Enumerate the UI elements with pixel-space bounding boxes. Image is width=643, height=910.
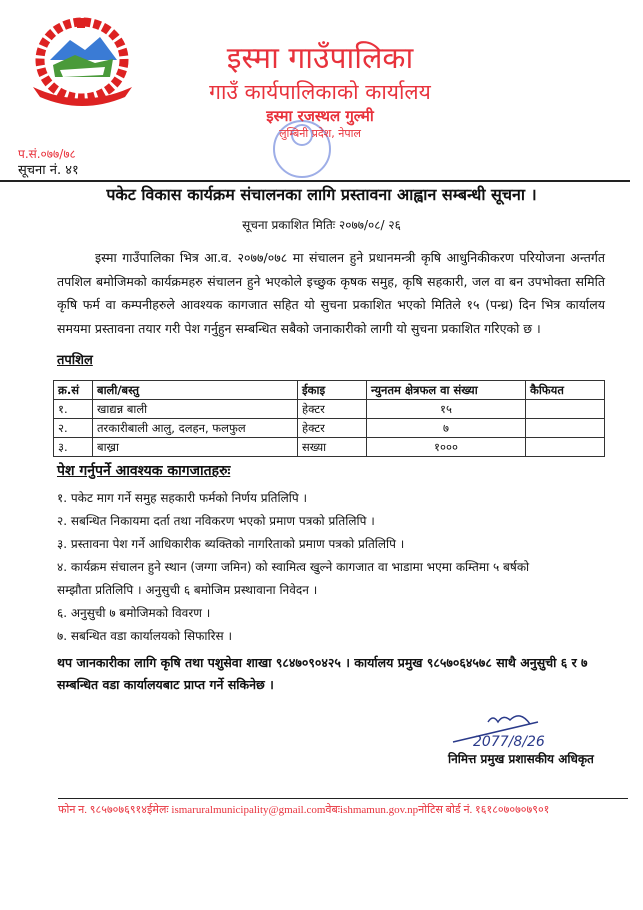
nepal-emblem-logo — [25, 15, 140, 110]
list-item: ६. अनुसुची ७ बमोजिमको विवरण । — [57, 606, 211, 620]
table-row — [54, 419, 605, 438]
footer-divider — [58, 798, 628, 799]
cell: हेक्टर — [298, 400, 367, 419]
cell: खाद्यन्न बाली — [93, 400, 298, 419]
cell: २. — [54, 419, 93, 438]
list-item: २. सबन्धित निकायमा दर्ता तथा नविकरण भएको प्रमाण पत्रको प्रतिलिपि । — [57, 514, 375, 528]
handwritten-signature — [448, 710, 598, 750]
table-row — [54, 438, 605, 457]
cell: तरकारीबाली आलु, दलहन, फलफुल — [93, 419, 298, 438]
column-header: ईकाइ — [298, 381, 367, 400]
cell: हेक्टर — [298, 419, 367, 438]
column-header: न्युनतम क्षेत्रफल वा संख्या — [367, 381, 526, 400]
footer-contact: फोन न. ९८५७०७६९१४ईमेलः ismaruralmunicipality@gmail.comवेबःishmamun.gov.npनोटिस बोर्ड नं. १६१८०७०७०७९०१ — [58, 804, 550, 816]
cell — [526, 400, 605, 419]
signature-block — [448, 710, 643, 768]
cell — [526, 438, 605, 457]
table-header-row — [54, 381, 605, 400]
table-row — [54, 400, 605, 419]
footer — [58, 768, 628, 818]
list-item: १. पकेट माग गर्ने समुह सहकारी फर्मको निर्णय प्रतिलिपि । — [57, 491, 308, 505]
province: लुम्बिनी प्रदेश, नेपाल — [279, 127, 361, 140]
more-info: थप जानकारीका लागि कृषि तथा पशुसेवा शाखा ९८४७०९०४२५ । कार्यालय प्रमुख ९८५७०६४५७८ साथै अनुसुची ६ र ७ सम्बन्धित वडा कार्यालयबाट प्राप्त गर्ने सकिनेछ । — [57, 655, 588, 692]
requirements-heading: पेश गर्नुपर्ने आवश्यक कागजातहरुः — [57, 463, 231, 479]
cell: ३. — [54, 438, 93, 457]
cell: १५ — [367, 400, 526, 419]
program-table — [53, 380, 605, 457]
office-address: इस्मा रजस्थल गुल्मी — [266, 107, 374, 125]
notice-content — [0, 184, 643, 828]
cell: १००० — [367, 438, 526, 457]
header-divider — [0, 180, 630, 182]
svg-text:2077/8/26: 2077/8/26 — [473, 734, 545, 750]
letterhead — [150, 40, 490, 142]
publish-date: सूचना प्रकाशित मितिः २०७७/०८/ २६ — [242, 218, 401, 232]
column-header: बाली/बस्तु — [93, 381, 298, 400]
notice-title: पकेट विकास कार्यक्रम संचालनका लागि प्रस्तावना आह्वान सम्बन्धी सूचना । — [106, 185, 537, 204]
list-item: ४. कार्यक्रम संचालन हुने स्थान (जग्गा जमिन) को स्वामित्व खुल्ने कागजात वा भाडामा भएमा कम्तिमा ५ बर्षको — [57, 560, 530, 574]
list-item: ७. सबन्धित वडा कार्यालयको सिफारिस । — [57, 629, 233, 643]
municipality-name: इस्मा गाउँपालिका — [226, 41, 414, 76]
reference-number: प.सं.०७७/७८ — [18, 147, 76, 161]
cell — [526, 419, 605, 438]
notice-body: इस्मा गाउँपालिका भित्र आ.व. २०७७/०७८ मा संचालन हुने प्रधानमन्त्री कृषि आधुनिकीकरण परियोजना अन्तर्गत तपशिल बमोजिमको कार्यक्रमहरु संचालन हुने भएकोले इच्छुक कृषक समुह, कृषि सहकारी, जल वा बन उपभोक्ता समिति कृषि फर्म वा कम्पनीहरुले आवश्यक कागजात सहित यो सुचना प्रकाशित भएको मितिले १५ (पन्ध्र) दिन भित्र कार्यालय समयमा प्रस्तावना तयार गरी पेश गर्नुहुन सम्बन्धित सबैको जनाकारीको लागी यो सुचना प्रकाशित गरिएको छ । — [57, 250, 605, 336]
cell: सख्या — [298, 438, 367, 457]
cell: ७ — [367, 419, 526, 438]
reference-block — [18, 146, 79, 180]
list-item: ३. प्रस्तावना पेश गर्ने आधिकारीक ब्यक्तिको नागरिताको प्रमाण पत्रको प्रतिलिपि । — [57, 537, 405, 551]
column-header: क्र.सं — [54, 381, 93, 400]
office-name: गाउँ कार्यपालिकाको कार्यालय — [209, 80, 431, 104]
signatory-title: निमित्त प्रमुख प्रशासकीय अधिकृत — [448, 752, 594, 766]
notice-number: सूचना नं. ४१ — [18, 163, 79, 178]
details-heading: तपशिल — [57, 353, 93, 368]
column-header: कैफियत — [526, 381, 605, 400]
cell: बाख्रा — [93, 438, 298, 457]
cell: १. — [54, 400, 93, 419]
list-item: सम्झौता प्रतिलिपि । अनुसुची ६ बमोजिम प्रस्थावाना निवेदन । — [57, 583, 318, 597]
